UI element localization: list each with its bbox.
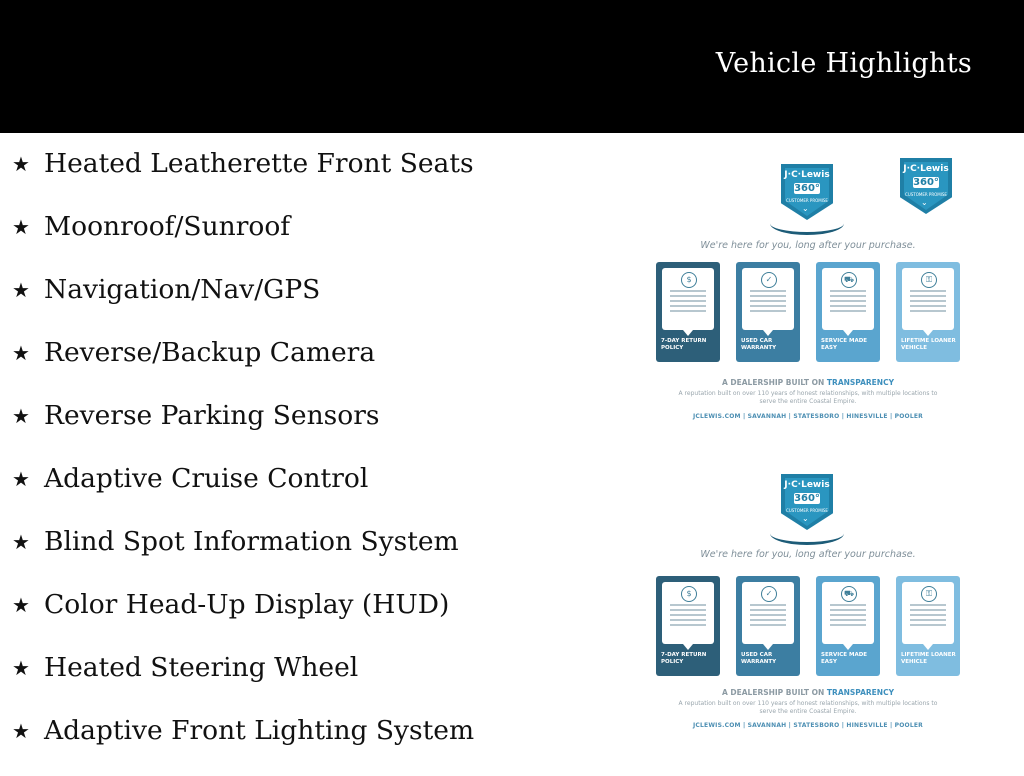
chevron-down-icon: ⌄ [921, 198, 928, 207]
star-icon: ★ [12, 467, 30, 491]
locations-text: JCLEWIS.COM | SAVANNAH | STATESBORO | HINESVILLE | POOLER [693, 413, 923, 420]
dealer-accent: TRANSPARENCY [826, 378, 895, 387]
card-label: LIFETIME LOANER VEHICLE [901, 652, 956, 665]
brand-name: J·C·Lewis [784, 480, 830, 490]
feature-label: Heated Steering Wheel [44, 652, 359, 683]
header-bar [0, 0, 1024, 133]
locations-text: JCLEWIS.COM | SAVANNAH | STATESBORO | HINESVILLE | POOLER [693, 722, 923, 729]
star-icon: ★ [12, 719, 30, 743]
promo-tagline: We're here for you, long after your purchase. [700, 240, 916, 251]
dealer-heading [648, 378, 968, 387]
badge-caption: CUSTOMER PROMISE [905, 192, 947, 197]
card-label: LIFETIME LOANER VEHICLE [901, 338, 956, 351]
card-label: 7-DAY RETURN POLICY [661, 338, 707, 351]
brand-badge [900, 158, 952, 220]
promise-card [736, 262, 800, 362]
feature-item [12, 587, 532, 650]
key-icon: ⚿ [921, 586, 937, 602]
reputation-text: A reputation built on over 110 years of honest relationships, with multiple locations to serve the entire Coastal Empire. [678, 390, 938, 405]
feature-label: Reverse/Backup Camera [44, 337, 376, 368]
dealer-prefix: A DEALERSHIP BUILT ON [721, 688, 827, 697]
star-icon: ★ [12, 404, 30, 428]
promise-card [896, 262, 960, 362]
star-icon: ★ [12, 593, 30, 617]
promise-card [816, 262, 880, 362]
feature-label: Adaptive Front Lighting System [44, 715, 475, 746]
promise-graphic [648, 150, 968, 428]
star-icon: ★ [12, 278, 30, 302]
swoosh-graphic [770, 522, 844, 545]
feature-label: Moonroof/Sunroof [44, 211, 291, 242]
promise-card [656, 262, 720, 362]
card-label: SERVICE MADE EASY [821, 652, 868, 665]
feature-item [12, 209, 532, 272]
swoosh-graphic [770, 212, 844, 235]
card-label: SERVICE MADE EASY [821, 338, 868, 351]
page-title: Vehicle Highlights [715, 48, 972, 79]
promise-card [736, 576, 800, 676]
badge-number: 360° [794, 183, 820, 194]
feature-item [12, 146, 532, 209]
dealer-accent: TRANSPARENCY [826, 688, 895, 697]
star-icon: ★ [12, 215, 30, 239]
reputation-text: A reputation built on over 110 years of honest relationships, with multiple locations to serve the entire Coastal Empire. [678, 700, 938, 715]
dollar-icon: $ [681, 272, 697, 288]
feature-label: Blind Spot Information System [44, 526, 459, 557]
badge-check-icon: ✓ [761, 586, 777, 602]
badge-number: 360° [794, 493, 820, 504]
card-label: 7-DAY RETURN POLICY [661, 652, 707, 665]
promise-card [656, 576, 720, 676]
badge-check-icon: ✓ [761, 272, 777, 288]
badge-caption: CUSTOMER PROMISE [786, 198, 828, 203]
feature-item [12, 398, 532, 461]
brand-name: J·C·Lewis [784, 170, 830, 180]
feature-label: Heated Leatherette Front Seats [44, 148, 474, 179]
star-icon: ★ [12, 152, 30, 176]
feature-label: Navigation/Nav/GPS [44, 274, 321, 305]
brand-name: J·C·Lewis [903, 164, 949, 174]
feature-item [12, 461, 532, 524]
dealer-prefix: A DEALERSHIP BUILT ON [721, 378, 827, 387]
feature-item [12, 335, 532, 398]
star-icon: ★ [12, 656, 30, 680]
dealer-heading [648, 688, 968, 697]
chevron-down-icon: ⌄ [802, 204, 809, 213]
card-label: USED CAR WARRANTY [741, 652, 777, 665]
feature-item [12, 524, 532, 587]
car-icon: ⛟ [841, 272, 857, 288]
promise-card [896, 576, 960, 676]
dollar-icon: $ [681, 586, 697, 602]
star-icon: ★ [12, 341, 30, 365]
promise-card [816, 576, 880, 676]
feature-item [12, 650, 532, 713]
badge-caption: CUSTOMER PROMISE [786, 508, 828, 513]
feature-label: Reverse Parking Sensors [44, 400, 380, 431]
badge-number: 360° [913, 177, 939, 188]
feature-list [12, 146, 532, 776]
promo-tagline: We're here for you, long after your purchase. [700, 549, 916, 560]
key-icon: ⚿ [921, 272, 937, 288]
feature-item [12, 272, 532, 335]
promise-graphic [648, 464, 968, 742]
chevron-down-icon: ⌄ [802, 514, 809, 523]
car-icon: ⛟ [841, 586, 857, 602]
feature-label: Adaptive Cruise Control [44, 463, 369, 494]
star-icon: ★ [12, 530, 30, 554]
feature-label: Color Head-Up Display (HUD) [44, 589, 450, 620]
card-label: USED CAR WARRANTY [741, 338, 777, 351]
feature-item [12, 713, 532, 776]
